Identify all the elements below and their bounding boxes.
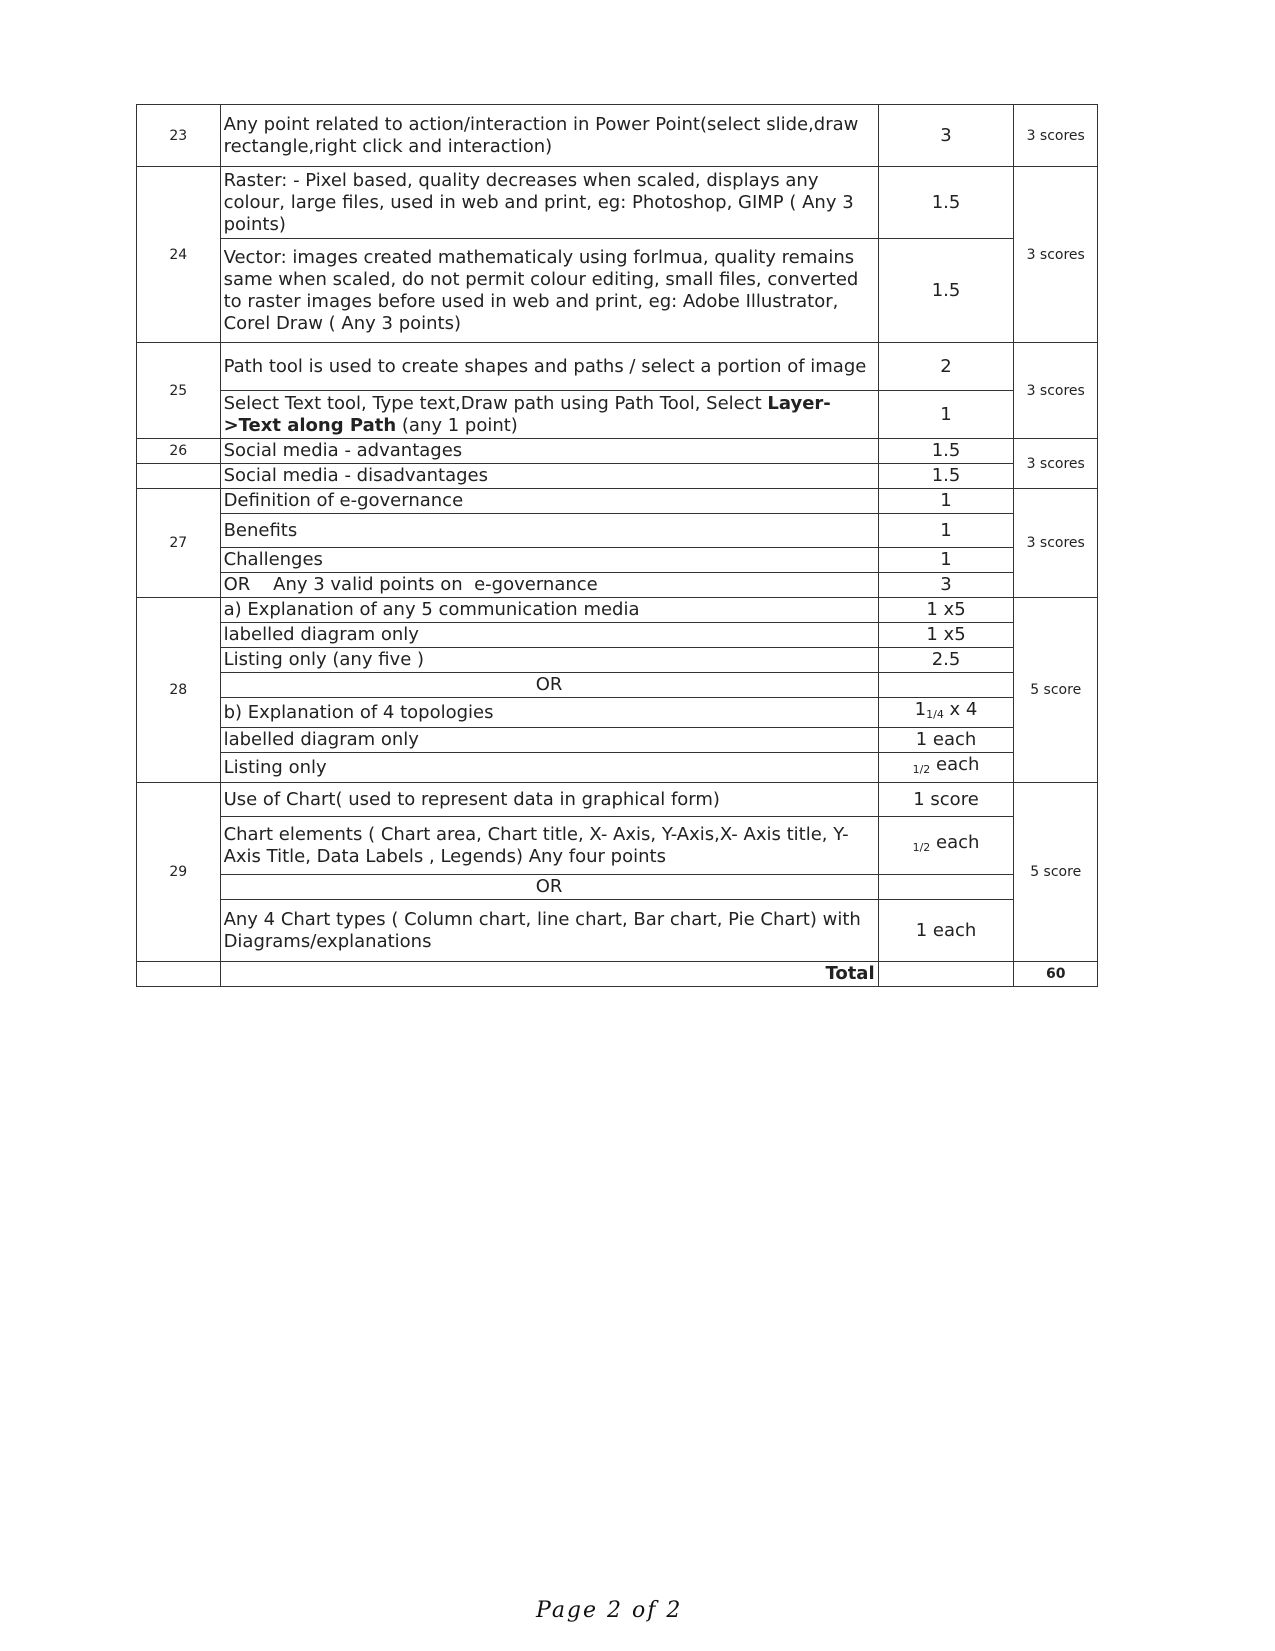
table-row xyxy=(137,698,1098,728)
mark-value-empty xyxy=(878,673,1014,698)
mark-value: 1 xyxy=(878,391,1014,439)
mark-value: 1.5 xyxy=(878,439,1014,464)
mark-fraction: 1/2 xyxy=(912,763,931,776)
table-row xyxy=(137,391,1098,439)
answer-point: a) Explanation of any 5 communication media xyxy=(220,598,878,623)
table-row xyxy=(137,623,1098,648)
answer-point: Chart elements ( Chart area, Chart title, X- Axis, Y-Axis,X- Axis title, Y-Axis Title, Data Labels , Legends) Any four points xyxy=(220,817,878,875)
mark-tail: each xyxy=(930,832,980,853)
score-total: 3 scores xyxy=(1014,105,1098,167)
answer-point: Listing only xyxy=(220,753,878,783)
answer-point: labelled diagram only xyxy=(220,728,878,753)
answer-point: labelled diagram only xyxy=(220,623,878,648)
table-row xyxy=(137,439,1098,464)
table-row xyxy=(137,783,1098,817)
mark-value: 2.5 xyxy=(878,648,1014,673)
mark-value xyxy=(878,698,1014,728)
mark-value: 1 x5 xyxy=(878,598,1014,623)
table-row xyxy=(137,489,1098,514)
score-total: 3 scores xyxy=(1014,167,1098,343)
answer-point: b) Explanation of 4 topologies xyxy=(220,698,878,728)
table-row xyxy=(137,598,1098,623)
mark-tail: each xyxy=(930,754,980,775)
question-number-empty xyxy=(137,464,221,489)
mark-main: 1 xyxy=(914,699,927,720)
answer-point: Use of Chart( used to represent data in graphical form) xyxy=(220,783,878,817)
table-row xyxy=(137,753,1098,783)
mark-value: 1.5 xyxy=(878,464,1014,489)
mark-value: 1 xyxy=(878,514,1014,548)
answer-point: OR Any 3 valid points on e-governance xyxy=(220,573,878,598)
or-separator: OR xyxy=(220,673,878,698)
table-row xyxy=(137,573,1098,598)
answer-point: Raster: - Pixel based, quality decreases when scaled, displays any colour, large files, used in web and print, eg: Photoshop, GIMP ( Any 3 points) xyxy=(220,167,878,239)
score-total: 3 scores xyxy=(1014,439,1098,489)
table-row xyxy=(137,167,1098,239)
page-number: Page 2 of 2 xyxy=(536,1598,683,1623)
answer-point: Benefits xyxy=(220,514,878,548)
total-label: Total xyxy=(220,962,878,987)
score-total: 5 score xyxy=(1014,783,1098,962)
total-score: 60 xyxy=(1014,962,1098,987)
answer-text: Select Text tool, Type text,Draw path using Path Tool, Select xyxy=(223,392,768,414)
mark-value: 1 x5 xyxy=(878,623,1014,648)
table-row xyxy=(137,548,1098,573)
mark-tail: x 4 xyxy=(943,699,978,720)
table-row xyxy=(137,514,1098,548)
mark-fraction: 1/4 xyxy=(926,708,944,721)
score-total: 5 score xyxy=(1014,598,1098,783)
mark-value: 1.5 xyxy=(878,239,1014,343)
question-number: 27 xyxy=(137,489,221,598)
table-row xyxy=(137,343,1098,391)
mark-value: 1 xyxy=(878,548,1014,573)
menu-path-text: Layer->Text along Path xyxy=(223,392,831,436)
score-total: 3 scores xyxy=(1014,489,1098,598)
mark-fraction: 1/2 xyxy=(912,841,931,854)
answer-point: Any point related to action/interaction in Power Point(select slide,draw rectangle,right click and interaction) xyxy=(220,105,878,167)
question-number: 29 xyxy=(137,783,221,962)
mark-value: 3 xyxy=(878,105,1014,167)
table-row xyxy=(137,673,1098,698)
mark-value xyxy=(878,817,1014,875)
answer-point: Listing only (any five ) xyxy=(220,648,878,673)
mark-value xyxy=(878,753,1014,783)
mark-value-empty xyxy=(878,962,1014,987)
table-row xyxy=(137,875,1098,900)
answer-point: Vector: images created mathematicaly using forlmua, quality remains same when scaled, do not permit colour editing, small files, converted to raster images before used in web and print, eg: Adobe Illustrator, Corel Draw ( Any 3 points) xyxy=(220,239,878,343)
table-row xyxy=(137,105,1098,167)
answer-point: Challenges xyxy=(220,548,878,573)
table-row xyxy=(137,817,1098,875)
mark-value: 2 xyxy=(878,343,1014,391)
question-number: 23 xyxy=(137,105,221,167)
answer-point: Any 4 Chart types ( Column chart, line chart, Bar chart, Pie Chart) with Diagrams/explanations xyxy=(220,900,878,962)
score-total: 3 scores xyxy=(1014,343,1098,439)
answer-point: Path tool is used to create shapes and paths / select a portion of image xyxy=(220,343,878,391)
table-row xyxy=(137,900,1098,962)
question-number: 26 xyxy=(137,439,221,464)
table-row xyxy=(137,464,1098,489)
answer-point xyxy=(220,391,878,439)
answer-key-table xyxy=(136,104,1098,987)
answer-point: Social media - disadvantages xyxy=(220,464,878,489)
mark-value-empty xyxy=(878,875,1014,900)
mark-value: 3 xyxy=(878,573,1014,598)
or-separator: OR xyxy=(220,875,878,900)
mark-value: 1 score xyxy=(878,783,1014,817)
question-number: 24 xyxy=(137,167,221,343)
table-row xyxy=(137,239,1098,343)
answer-point: Definition of e-governance xyxy=(220,489,878,514)
answer-text: (any 1 point) xyxy=(396,414,518,436)
mark-value: 1 each xyxy=(878,728,1014,753)
mark-value: 1.5 xyxy=(878,167,1014,239)
mark-value: 1 xyxy=(878,489,1014,514)
table-row xyxy=(137,728,1098,753)
table-row-total xyxy=(137,962,1098,987)
question-number: 28 xyxy=(137,598,221,783)
answer-point: Social media - advantages xyxy=(220,439,878,464)
table-row xyxy=(137,648,1098,673)
question-number: 25 xyxy=(137,343,221,439)
question-number-empty xyxy=(137,962,221,987)
mark-value: 1 each xyxy=(878,900,1014,962)
